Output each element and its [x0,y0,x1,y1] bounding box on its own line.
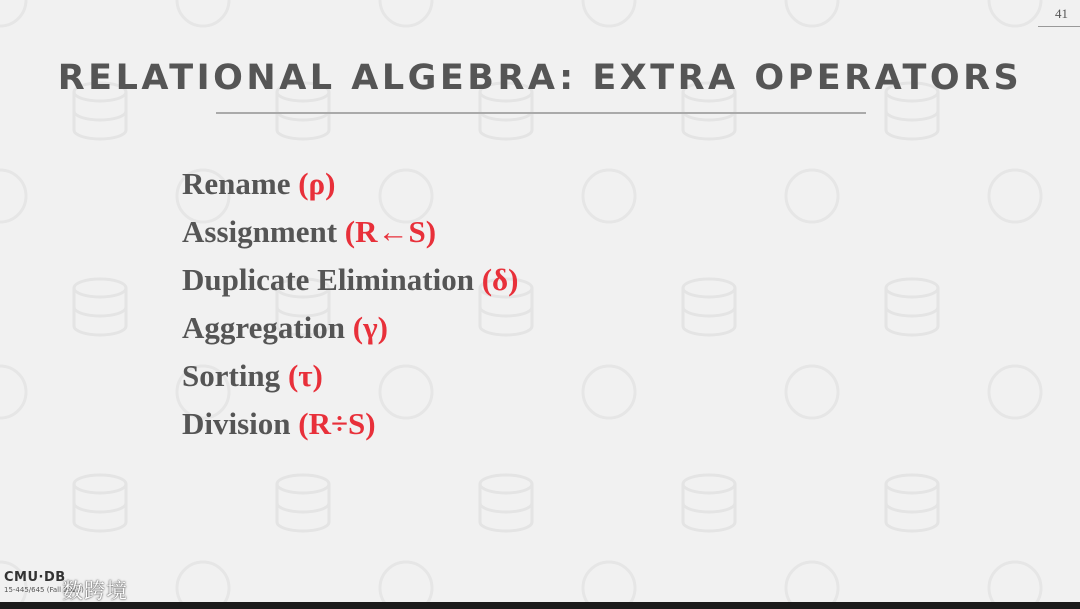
operator-symbol: (R÷S) [298,406,376,441]
operator-name: Sorting [182,358,281,393]
course-code: 15-445/645 (Fall 2023) [4,586,84,594]
operator-name: Duplicate Elimination [182,262,474,297]
operator-symbol: (δ) [481,262,519,297]
slide-title: RELATIONAL ALGEBRA: EXTRA OPERATORS [57,58,1023,98]
watermark: 数跨境 [62,579,128,602]
operator-item-aggregation [182,304,518,352]
operator-name: Assignment [182,214,338,249]
operator-name: Division [182,406,291,441]
operator-list [182,160,518,448]
operator-symbol: (R←S) [344,214,437,249]
operator-symbol: (γ) [352,310,388,345]
operator-name: Aggregation [182,310,346,345]
operator-item-division [182,400,518,448]
title-underline [216,112,866,114]
page-number: 41 [1055,6,1068,21]
operator-name: Rename [182,166,291,201]
logo-text: CMU·DB [4,570,66,585]
operator-symbol: (τ) [287,358,323,393]
operator-item-duplicate-elimination [182,256,518,304]
operator-item-sorting [182,352,518,400]
operator-item-rename [182,160,518,208]
page-number-rule [1038,26,1080,27]
operator-symbol: (ρ) [298,166,336,201]
bottom-bar [0,602,1080,609]
operator-item-assignment [182,208,518,256]
